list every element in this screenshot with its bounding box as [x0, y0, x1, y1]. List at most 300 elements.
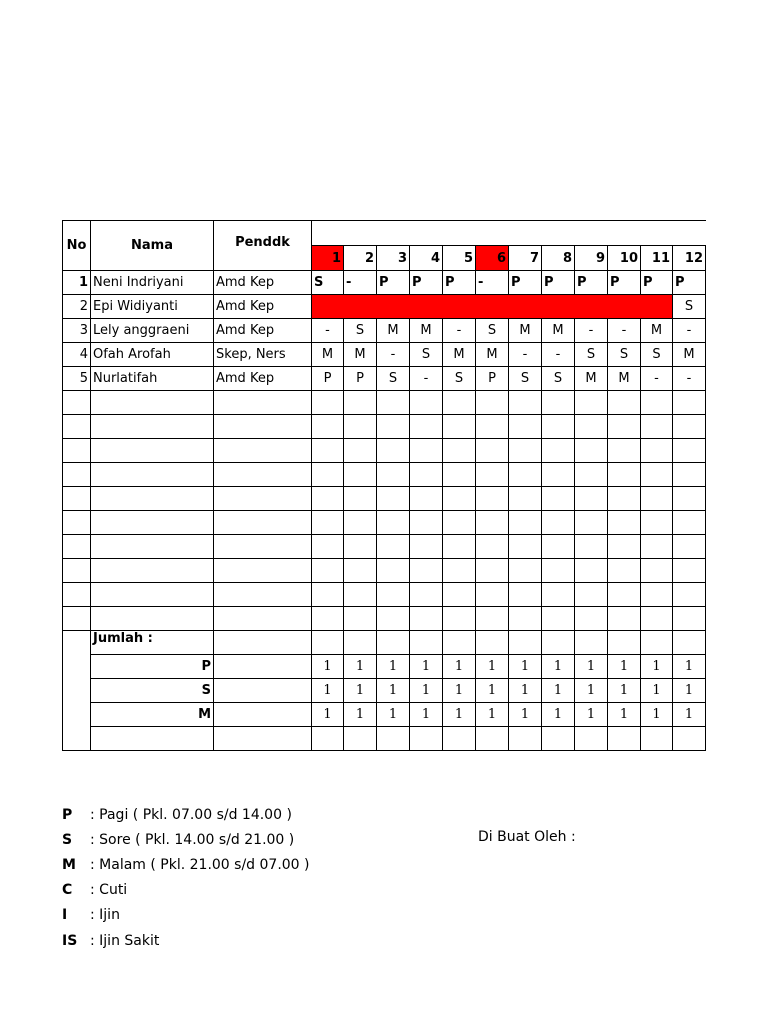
empty-cell [641, 631, 673, 655]
empty-cell [608, 463, 641, 487]
shift-cell: - [608, 319, 641, 343]
totals-shift-label: P [91, 655, 214, 679]
empty-cell [575, 463, 608, 487]
shift-cell: M [641, 319, 673, 343]
empty-cell [410, 415, 443, 439]
empty-cell [641, 559, 673, 583]
empty-row [63, 535, 706, 559]
total-count: 1 [476, 703, 509, 727]
empty-cell [410, 559, 443, 583]
totals-shift-label: M [91, 703, 214, 727]
shift-cell: M [312, 343, 344, 367]
total-count: 1 [344, 679, 377, 703]
shift-cell: M [476, 343, 509, 367]
empty-cell [377, 511, 410, 535]
empty-cell [214, 415, 312, 439]
roster-table [62, 220, 706, 751]
empty-row [63, 583, 706, 607]
empty-row [63, 559, 706, 583]
empty-cell [443, 631, 476, 655]
empty-cell [410, 487, 443, 511]
shift-cell: P [575, 271, 608, 295]
empty-cell [641, 391, 673, 415]
empty-cell [509, 463, 542, 487]
header-no: No [63, 221, 91, 271]
total-count: 1 [608, 703, 641, 727]
empty-cell [344, 727, 377, 751]
table-row [63, 367, 706, 391]
staff-education: Amd Kep [214, 319, 312, 343]
empty-cell [410, 631, 443, 655]
totals-row [63, 703, 706, 727]
header-row [63, 221, 706, 246]
empty-cell [673, 727, 706, 751]
empty-cell [476, 727, 509, 751]
empty-cell [575, 415, 608, 439]
shift-cell: S [542, 367, 575, 391]
empty-cell [312, 607, 344, 631]
empty-cell [476, 463, 509, 487]
legend-item [62, 802, 310, 827]
empty-cell [575, 727, 608, 751]
legend-key: IS [62, 932, 78, 949]
total-count: 1 [443, 655, 476, 679]
empty-cell [509, 415, 542, 439]
day-header-2: 2 [344, 246, 377, 271]
legend-item [62, 852, 310, 877]
empty-cell [377, 463, 410, 487]
empty-cell [344, 511, 377, 535]
empty-cell [509, 439, 542, 463]
empty-row [63, 463, 706, 487]
total-count: 1 [673, 703, 706, 727]
shift-cell: S [608, 343, 641, 367]
shift-cell: M [377, 319, 410, 343]
empty-cell [214, 727, 312, 751]
legend-item [62, 928, 310, 953]
empty-cell [673, 463, 706, 487]
empty-cell [214, 631, 312, 655]
empty-cell [443, 439, 476, 463]
empty-cell [575, 631, 608, 655]
staff-name: Lely anggraeni [91, 319, 214, 343]
shift-cell: - [575, 319, 608, 343]
total-count: 1 [410, 679, 443, 703]
empty-cell [673, 415, 706, 439]
shift-cell: P [312, 367, 344, 391]
empty-cell [509, 487, 542, 511]
empty-cell [91, 559, 214, 583]
empty-cell [641, 511, 673, 535]
empty-cell [377, 559, 410, 583]
empty-cell [91, 535, 214, 559]
empty-cell [673, 583, 706, 607]
totals-row [63, 655, 706, 679]
empty-cell [443, 559, 476, 583]
row-number: 1 [63, 271, 91, 295]
empty-cell [476, 415, 509, 439]
shift-cell: S [312, 271, 344, 295]
empty-cell [542, 391, 575, 415]
empty-cell [542, 727, 575, 751]
totals-row [63, 679, 706, 703]
total-count: 1 [312, 655, 344, 679]
total-count: 1 [410, 655, 443, 679]
empty-row [63, 511, 706, 535]
empty-cell [575, 391, 608, 415]
day-header-9: 9 [575, 246, 608, 271]
empty-cell [377, 391, 410, 415]
empty-cell [63, 511, 91, 535]
total-count: 1 [641, 703, 673, 727]
empty-cell [410, 535, 443, 559]
empty-cell [443, 511, 476, 535]
empty-cell [641, 535, 673, 559]
empty-cell [542, 463, 575, 487]
staff-name: Epi Widiyanti [91, 295, 214, 319]
shift-cell: S [641, 343, 673, 367]
staff-education: Skep, Ners [214, 343, 312, 367]
empty-cell [542, 487, 575, 511]
shift-cell: P [641, 271, 673, 295]
legend-text: : Sore ( Pkl. 14.00 s/d 21.00 ) [90, 831, 295, 848]
empty-cell [673, 607, 706, 631]
total-count: 1 [312, 679, 344, 703]
empty-cell [312, 415, 344, 439]
legend-text: : Malam ( Pkl. 21.00 s/d 07.00 ) [90, 856, 310, 873]
empty-cell [673, 391, 706, 415]
empty-cell [509, 511, 542, 535]
empty-cell [476, 511, 509, 535]
shift-cell: - [344, 271, 377, 295]
empty-cell [63, 559, 91, 583]
empty-cell [214, 679, 312, 703]
empty-cell [63, 463, 91, 487]
total-count: 1 [509, 703, 542, 727]
empty-cell [63, 535, 91, 559]
empty-cell [344, 439, 377, 463]
day-header-6: 6 [476, 246, 509, 271]
shift-cell: S [509, 367, 542, 391]
row-number: 3 [63, 319, 91, 343]
shift-cell: - [410, 367, 443, 391]
shift-cell: - [476, 271, 509, 295]
total-count: 1 [542, 679, 575, 703]
empty-cell [509, 631, 542, 655]
day-header-4: 4 [410, 246, 443, 271]
empty-cell [344, 631, 377, 655]
empty-cell [476, 391, 509, 415]
total-count: 1 [673, 679, 706, 703]
empty-cell [476, 631, 509, 655]
empty-cell [63, 415, 91, 439]
staff-name: Neni Indriyani [91, 271, 214, 295]
empty-cell [214, 487, 312, 511]
empty-cell [575, 439, 608, 463]
empty-cell [542, 535, 575, 559]
empty-cell [214, 607, 312, 631]
empty-cell [575, 487, 608, 511]
empty-cell [377, 631, 410, 655]
empty-row [63, 415, 706, 439]
empty-cell [476, 583, 509, 607]
shift-cell: - [673, 367, 706, 391]
day-header-12: 12 [673, 246, 706, 271]
empty-cell [377, 439, 410, 463]
empty-cell [509, 583, 542, 607]
total-count: 1 [410, 703, 443, 727]
empty-cell [608, 439, 641, 463]
empty-cell [575, 535, 608, 559]
shift-cell: S [410, 343, 443, 367]
empty-cell [575, 583, 608, 607]
empty-cell [443, 415, 476, 439]
empty-cell [214, 535, 312, 559]
legend-item [62, 878, 310, 903]
day-header-10: 10 [608, 246, 641, 271]
shift-cell: - [641, 367, 673, 391]
empty-cell [542, 607, 575, 631]
empty-cell [377, 607, 410, 631]
empty-cell [641, 487, 673, 511]
empty-row [63, 391, 706, 415]
empty-cell [214, 439, 312, 463]
staff-name: Ofah Arofah [91, 343, 214, 367]
empty-cell [673, 535, 706, 559]
empty-cell [476, 559, 509, 583]
empty-cell [542, 511, 575, 535]
shift-cell: P [608, 271, 641, 295]
empty-cell [312, 487, 344, 511]
empty-cell [608, 391, 641, 415]
totals-title-row [63, 631, 706, 655]
empty-cell [443, 607, 476, 631]
day-header-7: 7 [509, 246, 542, 271]
empty-cell [608, 607, 641, 631]
empty-cell [443, 727, 476, 751]
legend-text: : Cuti [90, 882, 128, 899]
totals-no-cell [63, 631, 91, 751]
day-header-3: 3 [377, 246, 410, 271]
empty-cell [377, 415, 410, 439]
row-number: 4 [63, 343, 91, 367]
shift-cell: S [673, 295, 706, 319]
empty-cell [344, 559, 377, 583]
staff-education: Amd Kep [214, 295, 312, 319]
empty-cell [91, 727, 214, 751]
empty-cell [91, 583, 214, 607]
day-header-8: 8 [542, 246, 575, 271]
empty-cell [410, 511, 443, 535]
shift-cell: - [509, 343, 542, 367]
total-count: 1 [608, 679, 641, 703]
empty-cell [673, 559, 706, 583]
shift-cell: P [673, 271, 706, 295]
shift-cell: S [344, 319, 377, 343]
empty-cell [91, 511, 214, 535]
empty-cell [312, 439, 344, 463]
empty-cell [641, 415, 673, 439]
empty-cell [509, 535, 542, 559]
total-count: 1 [443, 703, 476, 727]
empty-cell [608, 559, 641, 583]
total-count: 1 [312, 703, 344, 727]
empty-cell [509, 391, 542, 415]
empty-cell [377, 535, 410, 559]
shift-cell: - [312, 319, 344, 343]
empty-cell [443, 391, 476, 415]
empty-cell [63, 607, 91, 631]
total-count: 1 [377, 703, 410, 727]
table-row [63, 271, 706, 295]
empty-cell [91, 463, 214, 487]
empty-cell [608, 535, 641, 559]
empty-cell [312, 583, 344, 607]
empty-cell [476, 487, 509, 511]
empty-row [63, 727, 706, 751]
staff-education: Amd Kep [214, 271, 312, 295]
empty-cell [91, 607, 214, 631]
total-count: 1 [509, 679, 542, 703]
total-count: 1 [641, 679, 673, 703]
empty-cell [410, 727, 443, 751]
empty-cell [443, 535, 476, 559]
signature-label: Di Buat Oleh : [478, 829, 576, 845]
empty-cell [312, 559, 344, 583]
staff-name: Nurlatifah [91, 367, 214, 391]
empty-cell [542, 583, 575, 607]
totals-label: Jumlah : [91, 631, 214, 655]
day-header-5: 5 [443, 246, 476, 271]
total-count: 1 [542, 703, 575, 727]
empty-cell [410, 583, 443, 607]
empty-cell [214, 463, 312, 487]
shift-cell: M [443, 343, 476, 367]
empty-cell [214, 703, 312, 727]
empty-cell [575, 511, 608, 535]
empty-cell [542, 631, 575, 655]
empty-cell [214, 391, 312, 415]
empty-cell [673, 439, 706, 463]
empty-cell [509, 607, 542, 631]
empty-cell [312, 391, 344, 415]
empty-cell [542, 559, 575, 583]
shift-cell: M [608, 367, 641, 391]
legend-text: : Ijin [90, 907, 120, 924]
empty-cell [608, 631, 641, 655]
shift-cell: - [443, 319, 476, 343]
shift-cell: S [443, 367, 476, 391]
row-number: 5 [63, 367, 91, 391]
total-count: 1 [575, 703, 608, 727]
empty-cell [63, 391, 91, 415]
empty-cell [214, 583, 312, 607]
totals-shift-label: S [91, 679, 214, 703]
total-count: 1 [344, 703, 377, 727]
total-count: 1 [641, 655, 673, 679]
empty-cell [63, 487, 91, 511]
empty-cell [476, 439, 509, 463]
empty-cell [476, 535, 509, 559]
total-count: 1 [608, 655, 641, 679]
empty-row [63, 607, 706, 631]
empty-cell [344, 535, 377, 559]
shift-cell: P [476, 367, 509, 391]
empty-cell [608, 415, 641, 439]
empty-cell [476, 607, 509, 631]
header-period-blank [312, 221, 706, 246]
empty-cell [509, 559, 542, 583]
empty-cell [673, 511, 706, 535]
total-count: 1 [575, 679, 608, 703]
empty-cell [312, 463, 344, 487]
table-row [63, 295, 706, 319]
table-row [63, 343, 706, 367]
shift-cell: P [344, 367, 377, 391]
shift-cell: - [542, 343, 575, 367]
day-header-11: 11 [641, 246, 673, 271]
empty-cell [575, 559, 608, 583]
empty-cell [312, 511, 344, 535]
empty-cell [608, 583, 641, 607]
empty-cell [377, 487, 410, 511]
empty-cell [608, 487, 641, 511]
empty-cell [443, 463, 476, 487]
empty-cell [377, 583, 410, 607]
shift-cell: P [377, 271, 410, 295]
empty-cell [641, 463, 673, 487]
empty-cell [542, 415, 575, 439]
row-number: 2 [63, 295, 91, 319]
day-header-1: 1 [312, 246, 344, 271]
empty-cell [91, 391, 214, 415]
legend-item [62, 903, 310, 928]
legend-key: C [62, 882, 73, 899]
total-count: 1 [575, 655, 608, 679]
empty-cell [91, 487, 214, 511]
empty-cell [443, 487, 476, 511]
shift-cell: P [542, 271, 575, 295]
empty-row [63, 487, 706, 511]
empty-cell [91, 415, 214, 439]
empty-cell [344, 415, 377, 439]
empty-cell [410, 607, 443, 631]
shift-cell: M [410, 319, 443, 343]
legend-key: S [62, 831, 73, 848]
empty-cell [312, 631, 344, 655]
empty-cell [641, 607, 673, 631]
empty-cell [673, 631, 706, 655]
empty-cell [312, 727, 344, 751]
total-count: 1 [344, 655, 377, 679]
empty-cell [443, 583, 476, 607]
shift-cell: M [344, 343, 377, 367]
shift-cell: M [575, 367, 608, 391]
table-row [63, 319, 706, 343]
empty-cell [91, 439, 214, 463]
empty-cell [312, 535, 344, 559]
empty-cell [63, 439, 91, 463]
empty-cell [410, 439, 443, 463]
empty-cell [214, 511, 312, 535]
shift-cell: S [575, 343, 608, 367]
empty-cell [673, 487, 706, 511]
shift-cell: - [377, 343, 410, 367]
total-count: 1 [377, 679, 410, 703]
header-education: Penddk [214, 221, 312, 271]
legend-key: P [62, 806, 73, 823]
total-count: 1 [673, 655, 706, 679]
